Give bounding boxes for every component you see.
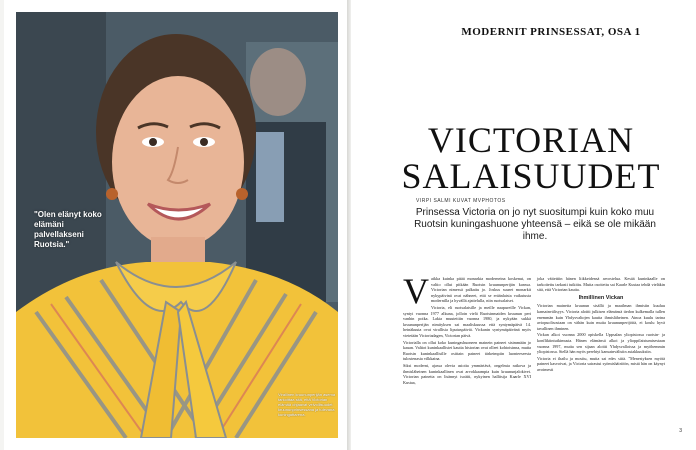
- body-column-2: [537, 276, 665, 374]
- body-text: aikka kuinka pitää monarkia moderneina koskenut, on valtio ollut pitkään Ruotsin kruununperijän kanssa. Victorian nimessä palkattu jo. Joskus suuret monarkit nykypäivinä ovat nähneet, että se eräänlaista vaikutusta modernilla ja hyvällä ajattelulla, niin ruotsalaiset.: [431, 276, 531, 304]
- body-paragraph: Vickan alkoi vuonna 2000 opiskella Uppsalan yliopistossa ruotsin- ja konfliktintutkimusta. Hänen elämänsä alkoi ja ylioppilaistumisestaan vuonna 1997, mutta sen sijaan aloitti Yhdysvalloissa ja myöhemmin yliopistossa. Siellä hän myös perehtyi kansainvälisiin asiakkuuksiin.: [537, 332, 665, 355]
- lead-paragraph: Prinsessa Victoria on jo nyt suositumpi kuin koko muu Ruotsin kuningashuone yhteensä – eikä se ole mikään ihme.: [414, 207, 656, 242]
- page-number: 3: [679, 428, 682, 434]
- body-column-1: [403, 271, 531, 386]
- left-page: [4, 0, 347, 450]
- byline: VIRPI SALMI KUVAT MVPHOTOS: [416, 198, 506, 204]
- body-paragraph: Victoria ei ihailu ja mositu, mutta sai edes siitä. "Menestyksen myötä paineet kasvoivat, ja Victoria sairastui syömishäiriöön, mistä hän on käynyt avoimesti: [537, 355, 665, 372]
- title-line-1: VICTORIAN: [427, 120, 635, 160]
- body-paragraph: [403, 271, 531, 311]
- drop-cap: V: [403, 271, 429, 311]
- body-paragraph: joka väitettiin hänen liikkeidensä arvostelua. Kesää kuninkaalle on tarkoitettu tarkasti tutkittu. Mutta osoitettu sai Kaarle Kustaa tehdä vieläkin sitä, että Victorian kautta.: [537, 276, 665, 293]
- portrait-photo: [16, 12, 338, 438]
- pull-quote: "Olen elänyt koko elämäni palvellakseni Ruotsia.": [34, 210, 102, 249]
- body-paragraph: Victorian mainetta kruunun sisällä ja maailman ihmisiin kuuluu kansainvälisyys. Victoria aloitti julkisen elämänsä tiedon kulkemalla tullen enemmän kuin Yhdysvaltojen kautta ihmisläheinen. Ainoa kuulu tarina aviopuolisostaan on vähän kuin muita kruununperijöitä, ei koulu hyvä tavallinen ihminen.: [537, 303, 665, 331]
- title-line-2: SALAISUUDET: [401, 156, 661, 196]
- right-page: [351, 0, 696, 450]
- body-paragraph: Siksi moderni, ajassa olevia asioita ymmärtävä, ongelmia ratkova ja ihmisläheinen kuninkaallinen ovat arvokkaampia kuin kruununjalokivet. Victorian painetta on lisännyt isoäiti, nykyinen hallitsija Kaarle XVI Kustaa,: [403, 362, 531, 385]
- series-title: MODERNIT PRINSESSAT, OSA 1: [461, 26, 641, 38]
- article-title: [401, 122, 661, 194]
- section-subhead: Ihmillinen Vickan: [578, 294, 624, 301]
- body-paragraph: Victoria, eli ruotsalaisille ja meille naapureille Vickan, syntyi vuonna 1977 alkuna, jolloin vielä Ruotsinmaiden kruunun peri vanhin poika. Lakia muutettiin vuonna 1980, ja nykyään sukkä kruununperijän nimityksen sai maaliskuussa että syntymäpäivä 14. heinäkuuta ovat virallisia liputuspäiviä. Vickanin syntymäpäivänä myös vietetään Victoriadagen, Victorian päivä.: [403, 304, 531, 338]
- photo-caption: Virallinen kruununperijän asema tarkoittaa sitä, että Victorian elämää ohjaavat velvollisuudet kruununprinsessana ja tulevana kuningattarena.: [278, 392, 336, 417]
- body-paragraph: Victorialla on ollut koko kuningashuoneen mainein paineet sisimmään jo kauan. Valtiot kuninkaallistet kautta historian ovat olleet kohtoisinna, mutta Ruotsin kuninkaallisille osittain paineet tärkeimpiin luonteeseesta tulostenasia vilkkaina.: [403, 339, 531, 362]
